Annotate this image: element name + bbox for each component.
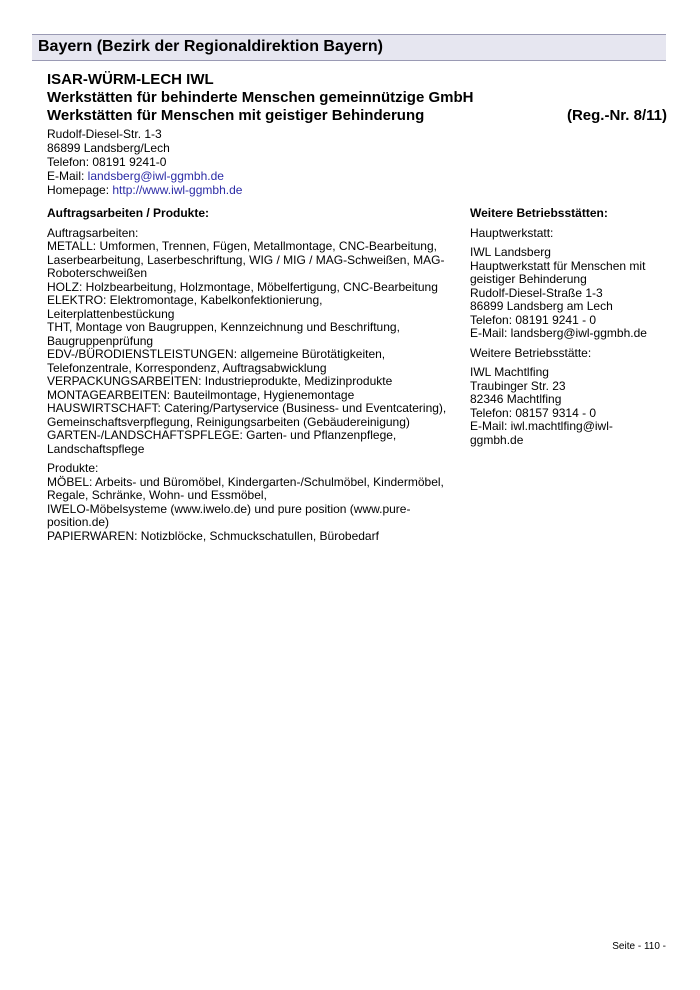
page-number: Seite - 110 -	[612, 941, 666, 952]
other-site-address	[470, 366, 670, 447]
text-line: Auftragsarbeiten:	[47, 225, 139, 240]
text-line: Roboterschweißen	[47, 266, 148, 280]
text-line: VERPACKUNGSARBEITEN: Industrieprodukte, Medizinprodukte	[47, 374, 393, 388]
registration-number: (Reg.-Nr. 8/11)	[566, 107, 667, 124]
other-site-label: Weitere Betriebsstätte:	[470, 345, 592, 360]
organization-legal-name: Werkstätten für behinderte Menschen gemeinnützige GmbH	[47, 89, 474, 106]
text-line: ELEKTRO: Elektromontage, Kabelkonfektionierung, Leiterplattenbestückung	[47, 293, 323, 321]
text-line: 82346 Machtlfing	[470, 392, 562, 406]
text-line: Landschaftspflege	[47, 441, 145, 456]
text-line: PAPIERWAREN: Notizblöcke, Schmuckschatullen, Bürobedarf	[47, 528, 379, 543]
region-title: Bayern (Bezirk der Regionaldirektion Bayern)	[38, 38, 383, 55]
text-line: Telefonzentrale, Korrespondenz, Auftragsabwicklung	[47, 360, 327, 375]
services-heading: Auftragsarbeiten / Produkte:	[47, 206, 210, 220]
contact-block	[47, 127, 242, 197]
text-line: ggmbh.de	[470, 432, 524, 447]
homepage-label: Homepage:	[47, 183, 113, 197]
text-line: Telefon: 08191 9241 - 0	[470, 312, 597, 327]
text-line: MONTAGEARBEITEN: Bauteilmontage, Hygienemontage	[47, 387, 355, 402]
text-line: E-Mail: iwl.machtlfing@iwl-	[470, 419, 613, 433]
contact-homepage-row	[47, 183, 242, 197]
text-line: IWL Landsberg	[470, 245, 551, 259]
produkte-list	[47, 462, 447, 543]
text-line: Baugruppenprüfung	[47, 333, 154, 348]
contact-city: 86899 Landsberg/Lech	[47, 141, 170, 155]
text-line: MÖBEL: Arbeits- und Büromöbel, Kindergarten-/Schulmöbel, Kindermöbel,	[47, 474, 444, 489]
text-line: HOLZ: Holzbearbeitung, Holzmontage, Möbelfertigung, CNC-Bearbeitung	[47, 279, 438, 294]
text-line: IWELO-Möbelsysteme (www.iwelo.de) und pure position (www.pure-	[47, 501, 411, 516]
text-line: Hauptwerkstatt für Menschen mit	[470, 258, 646, 273]
text-line: Gemeinschaftsverpflegung, Reinigungsarbeiten (Gebäudereinigung)	[47, 414, 410, 429]
text-line: Traubinger Str. 23	[470, 378, 566, 393]
homepage-link[interactable]: http://www.iwl-ggmbh.de	[112, 183, 243, 197]
text-line: geistiger Behinderung	[470, 272, 587, 286]
organization-name: ISAR-WÜRM-LECH IWL	[47, 71, 214, 88]
email-link[interactable]: landsberg@iwl-ggmbh.de	[87, 169, 224, 183]
services-column	[47, 207, 447, 549]
text-line: IWL Machtlfing	[470, 365, 549, 379]
text-line: Laserbearbeitung, Laserbeschriftung, WIG / MIG / MAG-Schweißen, MAG-	[47, 252, 445, 267]
text-line: Rudolf-Diesel-Straße 1-3	[470, 285, 603, 300]
text-line: 86899 Landsberg am Lech	[470, 299, 613, 313]
text-line: GARTEN-/LANDSCHAFTSPFLEGE: Garten- und Pflanzenpflege,	[47, 428, 397, 442]
text-line: METALL: Umformen, Trennen, Fügen, Metallmontage, CNC-Bearbeitung,	[47, 239, 437, 253]
main-workshop-address	[470, 246, 670, 341]
contact-street: Rudolf-Diesel-Str. 1-3	[47, 127, 162, 141]
organization-subtitle: Werkstätten für Menschen mit geistiger Behinderung	[47, 107, 425, 124]
region-header-bar	[32, 34, 666, 61]
text-line: EDV-/BÜRODIENSTLEISTUNGEN: allgemeine Bürotätigkeiten,	[47, 347, 386, 361]
contact-email-row	[47, 169, 242, 183]
email-label: E-Mail:	[47, 169, 88, 183]
text-line: THT, Montage von Baugruppen, Kennzeichnung und Beschriftung,	[47, 320, 400, 334]
text-line: Telefon: 08157 9314 - 0	[470, 405, 597, 420]
branches-column	[470, 207, 670, 453]
organization-header	[47, 71, 667, 125]
main-workshop-label: Hauptwerkstatt:	[470, 225, 554, 240]
contact-phone: Telefon: 08191 9241-0	[47, 155, 167, 169]
auftrag-list	[47, 227, 447, 457]
text-line: Produkte:	[47, 461, 99, 475]
branches-heading: Weitere Betriebsstätten:	[470, 206, 608, 220]
text-line: Regale, Schränke, Wohn- und Essmöbel,	[47, 488, 267, 502]
text-line: E-Mail: landsberg@iwl-ggmbh.de	[470, 326, 647, 340]
text-line: HAUSWIRTSCHAFT: Catering/Partyservice (Business- und Eventcatering),	[47, 401, 447, 415]
text-line: position.de)	[47, 515, 110, 529]
